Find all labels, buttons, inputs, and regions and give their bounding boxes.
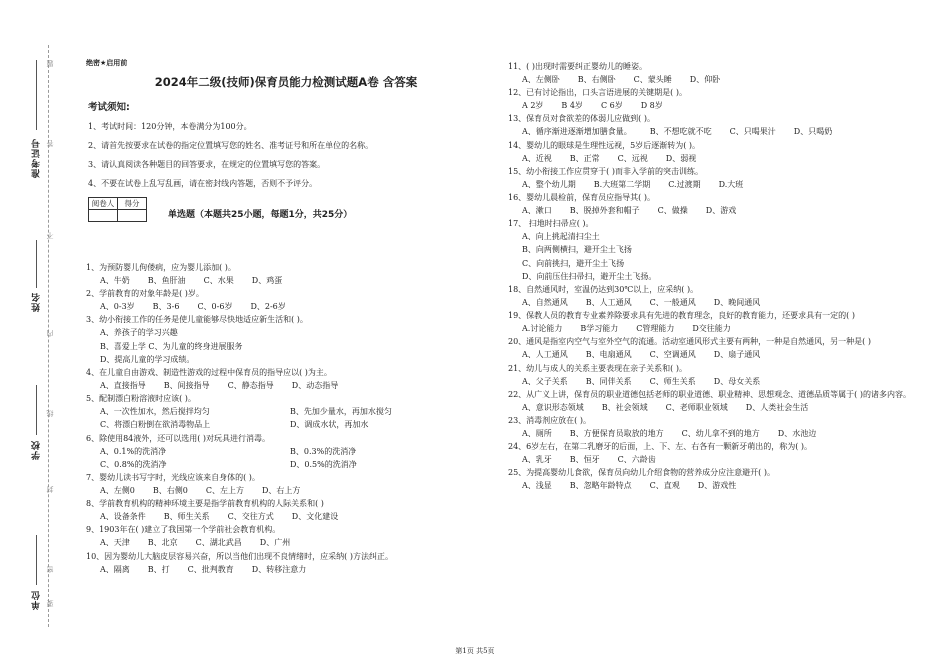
- answer-option[interactable]: C、将漂白粉倒在欲消毒物品上: [100, 420, 211, 430]
- question-text: 19、保教人员的教育专业素养除要求具有先进的教育理念，良好的教育能力，还要求具有一定的( ): [508, 311, 855, 321]
- answer-option[interactable]: C管理能力: [636, 324, 675, 334]
- score-block: [86, 197, 486, 235]
- question-text: 6、除使用84液外，还可以选用( )对玩具进行消毒。: [86, 433, 271, 443]
- question-text: 15、幼小衔接工作应贯穿于( )而非入学前的突击训练。: [508, 166, 703, 176]
- name-field[interactable]: [36, 240, 37, 288]
- answer-option[interactable]: B、社会领域: [601, 402, 648, 412]
- question-item: [508, 335, 928, 361]
- seal-mark: 答: [46, 140, 54, 147]
- answer-option[interactable]: B、同伴关系: [585, 376, 632, 386]
- question-item: [86, 523, 486, 549]
- answer-option[interactable]: D、向前压住扫帚扫，避开尘土飞扬。: [522, 271, 657, 281]
- section-heading: 单选题（本题共25小题，每题1分，共25分）: [168, 210, 353, 220]
- question-text: 11、( )出现时需要纠正婴幼儿的睡姿。: [508, 62, 647, 71]
- option-group: [508, 453, 928, 466]
- answer-option[interactable]: D、扇子通风: [713, 350, 761, 360]
- answer-option[interactable]: D、弱视: [665, 153, 697, 163]
- option-group: [86, 274, 486, 287]
- option-group: [508, 348, 928, 361]
- answer-option[interactable]: B、先加少量水，再加水搅匀: [290, 407, 392, 417]
- answer-option[interactable]: B、师生关系: [163, 512, 210, 522]
- right-column: [508, 60, 928, 493]
- option-group: [508, 230, 928, 283]
- answer-option[interactable]: D、调成水状，再加水: [290, 420, 369, 430]
- answer-option[interactable]: D、右上方: [261, 486, 301, 496]
- question-text: 17、 扫地时扫帚应( )。: [508, 219, 594, 229]
- reviewer-cell[interactable]: [89, 210, 118, 222]
- answer-option[interactable]: D交往能力: [692, 324, 731, 334]
- answer-option[interactable]: C、0-6岁: [197, 302, 233, 312]
- exam-number-label: 准考证号: [32, 138, 42, 178]
- answer-option[interactable]: D、游戏性: [697, 481, 737, 491]
- answer-option[interactable]: B、向两侧横扫，避开尘土飞扬: [522, 245, 632, 255]
- seal-mark: 线: [46, 410, 54, 417]
- answer-option[interactable]: C 6岁: [600, 101, 623, 111]
- answer-option[interactable]: A、近视: [522, 153, 552, 163]
- question-text: 14、婴幼儿的眼球是生理性远视，5岁后逐渐转为( )。: [508, 140, 701, 150]
- score-table: [88, 197, 147, 222]
- answer-option[interactable]: A、自然通风: [522, 298, 568, 308]
- answer-option[interactable]: C、老师职业领域: [665, 402, 728, 412]
- question-item: [86, 313, 486, 366]
- question-item: [508, 112, 928, 138]
- answer-option[interactable]: A、浅显: [522, 481, 552, 491]
- answer-option[interactable]: A、0-3岁: [100, 302, 135, 312]
- option-group: [508, 178, 928, 191]
- question-text: 7、婴幼儿读书写字时，光线应该来自身体的( )。: [86, 473, 260, 483]
- answer-option[interactable]: C、向前挑扫，避开尘土飞扬: [522, 258, 625, 268]
- answer-option[interactable]: B、人工通风: [585, 298, 632, 308]
- answer-option[interactable]: D.大班: [718, 179, 744, 189]
- answer-option[interactable]: C、湖北武昌: [195, 538, 242, 548]
- answer-option[interactable]: B、正常: [569, 153, 600, 163]
- option-group: [508, 375, 928, 388]
- question-item: [86, 497, 486, 523]
- option-group: [508, 322, 928, 335]
- question-item: [508, 60, 928, 86]
- question-list-left: [86, 261, 486, 576]
- answer-option[interactable]: D、2-6岁: [250, 302, 286, 312]
- question-item: [86, 261, 486, 287]
- answer-option[interactable]: D、转移注意力: [251, 564, 307, 574]
- notice-heading: 考试须知:: [88, 102, 130, 113]
- answer-option[interactable]: A、直接指导: [100, 381, 146, 391]
- answer-option[interactable]: B、0.3%的洗消净: [290, 446, 357, 456]
- answer-option[interactable]: B、恒牙: [569, 455, 600, 465]
- answer-option[interactable]: A、乳牙: [522, 455, 552, 465]
- option-group: [86, 379, 486, 392]
- option-group: [508, 401, 928, 414]
- school-label: 学校: [32, 440, 42, 460]
- answer-option[interactable]: A、父子关系: [522, 376, 568, 386]
- question-text: 23、消毒剂应放在( )。: [508, 416, 591, 426]
- question-list-right: [508, 60, 928, 493]
- answer-option[interactable]: C、交往方式: [227, 512, 274, 522]
- question-item: [86, 550, 486, 576]
- answer-option[interactable]: B、间接指导: [163, 381, 210, 391]
- option-group: [508, 204, 928, 217]
- score-cell[interactable]: [118, 210, 147, 222]
- question-text: 18、自然通风时，室温仍达到30℃以上，应采纳( )。: [508, 285, 699, 295]
- question-text: 3、幼小衔接工作的任务是使儿童能够尽快地适应新生活和( )。: [86, 315, 308, 325]
- question-item: [86, 432, 486, 471]
- question-item: [86, 366, 486, 392]
- question-text: 13、保育员对食欲差的体弱儿应做到( )。: [508, 114, 655, 124]
- answer-option[interactable]: A、意识形态领域: [522, 402, 584, 412]
- answer-option[interactable]: B、打: [147, 564, 170, 574]
- answer-option[interactable]: A、整个幼儿期: [522, 179, 576, 189]
- answer-option[interactable]: D、晚间通风: [713, 298, 761, 308]
- answer-option[interactable]: A 2岁: [522, 101, 544, 111]
- option-group: [86, 484, 486, 497]
- seal-mark: 要: [46, 600, 54, 607]
- answer-option[interactable]: D、只喝奶: [793, 127, 833, 137]
- answer-option[interactable]: D 8岁: [640, 101, 663, 111]
- answer-option[interactable]: A、左侧0: [100, 486, 135, 496]
- answer-option[interactable]: B、右侧0: [152, 486, 188, 496]
- left-column: [86, 58, 486, 576]
- answer-option[interactable]: A、人工通风: [522, 350, 568, 360]
- option-group: [86, 510, 486, 523]
- exam-number-field[interactable]: [36, 60, 37, 130]
- answer-option[interactable]: C、直观: [649, 481, 680, 491]
- question-item: [508, 466, 928, 492]
- notice-rule: 2、请首先按要求在试卷的指定位置填写您的姓名、准考证号和所在单位的名称。: [88, 141, 374, 150]
- seal-mark: 密: [46, 566, 54, 573]
- page-title: 2024年二级(技师)保育员能力检测试题A卷 含答案: [154, 75, 418, 89]
- seal-mark: 封: [46, 486, 54, 493]
- question-item: [508, 362, 928, 388]
- answer-option[interactable]: A、天津: [100, 538, 130, 548]
- answer-option[interactable]: D、0.5%的洗消净: [290, 459, 357, 469]
- option-group: [508, 427, 928, 440]
- answer-option[interactable]: A、厕所: [522, 429, 552, 439]
- answer-option[interactable]: D、动态指导: [291, 381, 339, 391]
- question-text: 4、在儿童自由游戏、制造性游戏的过程中保育员的指导应以( )为主。: [86, 368, 332, 378]
- answer-option[interactable]: D、鸡蛋: [251, 276, 283, 285]
- question-text: 9、1903年在( )建立了我国第一个学前社会教育机构。: [86, 525, 281, 535]
- answer-option[interactable]: B 4岁: [561, 101, 583, 111]
- binding-margin: [0, 0, 80, 671]
- answer-option[interactable]: A.讨论能力: [522, 324, 563, 334]
- answer-option[interactable]: B、右侧卧: [577, 75, 616, 84]
- answer-option[interactable]: D、提高儿童的学习成绩。: [100, 354, 195, 364]
- answer-option[interactable]: D、仰卧: [689, 75, 721, 84]
- answer-option[interactable]: C、左上方: [205, 486, 244, 496]
- option-group: [508, 73, 928, 86]
- option-group: [86, 536, 486, 549]
- answer-option[interactable]: C、幼儿拿不到的地方: [681, 429, 760, 439]
- answer-option[interactable]: A、养孩子的学习兴趣: [100, 328, 178, 338]
- answer-option[interactable]: B、脱掉外套和帽子: [569, 206, 640, 216]
- score-header: 得分: [118, 198, 147, 210]
- answer-option[interactable]: A、牛奶: [100, 276, 130, 285]
- answer-option[interactable]: B、电扇通风: [585, 350, 632, 360]
- option-group: [508, 125, 928, 138]
- option-group: [508, 296, 928, 309]
- question-item: [508, 414, 928, 440]
- answer-option[interactable]: B、3-6: [152, 302, 180, 312]
- page-footer: 第1页 共5页: [455, 647, 495, 655]
- option-group: [86, 445, 486, 471]
- question-item: [508, 283, 928, 309]
- notice-rule: 4、不要在试卷上乱写乱画，请在密封线内答题，否则不予评分。: [88, 179, 318, 188]
- question-item: [508, 86, 928, 112]
- answer-option[interactable]: C、蒙头睡: [633, 75, 672, 84]
- question-item: [508, 309, 928, 335]
- seal-mark: 内: [46, 330, 54, 337]
- answer-option[interactable]: A、循序渐进逐渐增加膳食量。: [522, 127, 632, 137]
- answer-option[interactable]: A、向上挑起清扫尘土: [522, 232, 600, 242]
- option-group: [508, 479, 928, 492]
- question-item: [508, 139, 928, 165]
- question-item: [508, 440, 928, 466]
- question-text: 8、学前教育机构的精神环境主要是指学前教育机构的人际关系和( ): [86, 499, 324, 509]
- option-group: [508, 99, 928, 112]
- answer-option[interactable]: C、水果: [203, 276, 234, 285]
- option-group: [508, 152, 928, 165]
- answer-option[interactable]: C、静态指导: [227, 381, 274, 391]
- question-text: 20、通风是指室内空气与室外空气的流通。活动室通风形式主要有两种，一种是自然通风，另一种是( ): [508, 337, 871, 347]
- question-item: [508, 217, 928, 283]
- question-item: [86, 287, 486, 313]
- question-text: 2、学前教育的对象年龄是( )岁。: [86, 289, 204, 299]
- answer-option[interactable]: B、不想吃就不吃: [649, 127, 712, 137]
- question-item: [86, 471, 486, 497]
- answer-option[interactable]: D、母女关系: [713, 376, 761, 386]
- question-text: 16、婴幼儿晨检前，保育员应指导其( )。: [508, 193, 655, 203]
- option-group: [86, 326, 486, 366]
- question-item: [508, 165, 928, 191]
- option-group: [86, 300, 486, 313]
- answer-option[interactable]: C、0.8%的洗消净: [100, 459, 167, 469]
- question-item: [86, 392, 486, 431]
- name-label: 姓名: [32, 292, 42, 312]
- question-item: [508, 388, 928, 414]
- question-text: 25、为提高婴幼儿食欲，保育员向幼儿介绍食物的营养成分应注意避开( )。: [508, 468, 775, 478]
- answer-option[interactable]: C、一般通风: [649, 298, 696, 308]
- question-text: 21、幼儿与成人的关系主要表现在亲子关系和( )。: [508, 363, 687, 373]
- secret-mark: 绝密★启用前: [86, 59, 128, 67]
- answer-option[interactable]: C、批判教育: [187, 564, 234, 574]
- unit-label: 单位: [32, 590, 42, 610]
- answer-option[interactable]: B、北京: [147, 538, 178, 548]
- answer-option[interactable]: A、一次性加水，然后搅拌均匀: [100, 407, 210, 417]
- reviewer-header: 阅卷人: [89, 198, 118, 210]
- answer-option[interactable]: D、人类社会生活: [745, 402, 809, 412]
- option-group: [86, 405, 486, 431]
- question-text: 5、配制漂白粉溶液时应该( )。: [86, 394, 196, 404]
- answer-option[interactable]: A、左侧卧: [522, 75, 560, 84]
- question-text: 10、因为婴幼儿大脑皮层容易兴奋，所以当他们出现不良情绪时，应采纳( )方法纠正。: [86, 551, 393, 561]
- option-group: [86, 563, 486, 576]
- answer-option[interactable]: B学习能力: [580, 324, 619, 334]
- seal-mark: 题: [46, 60, 54, 67]
- answer-option[interactable]: B.大班第二学期: [593, 179, 651, 189]
- answer-option[interactable]: B、鱼肝油: [147, 276, 186, 285]
- question-text: 1、为预防婴儿佝偻病，应为婴儿添加( )。: [86, 263, 236, 272]
- answer-option[interactable]: B、忽略年龄特点: [569, 481, 632, 491]
- answer-option[interactable]: B、方便保育员取放的地方: [569, 429, 664, 439]
- question-text: 12、已有讨论指出，口头言语进展的关键期是( )。: [508, 88, 687, 98]
- answer-option[interactable]: C、做操: [657, 206, 688, 216]
- answer-option[interactable]: B、喜爱上学 C、为儿童的终身进展服务: [100, 341, 243, 351]
- question-item: [508, 191, 928, 217]
- answer-option[interactable]: C.过渡期: [668, 179, 701, 189]
- answer-option[interactable]: C、只喝果汁: [729, 127, 776, 137]
- answer-option[interactable]: D、广州: [259, 538, 291, 548]
- answer-option[interactable]: C、远视: [617, 153, 648, 163]
- answer-option[interactable]: A、设备条件: [100, 512, 146, 522]
- answer-option[interactable]: C、空调通风: [649, 350, 696, 360]
- answer-option[interactable]: A、隔离: [100, 564, 130, 574]
- question-text: 24、6岁左右，在第二乳磨牙的后面，上、下、左、右各有一颗新牙萌出的，称为( )。: [508, 442, 813, 452]
- school-field[interactable]: [36, 385, 37, 435]
- seal-mark: 不: [46, 232, 54, 239]
- answer-option[interactable]: A、漱口: [522, 206, 552, 216]
- question-text: 22、从广义上讲，保育员的职业道德包括老师的职业道德、职业精神、思想观念、道德品质等属于( )的诸多内容。: [508, 389, 911, 399]
- answer-option[interactable]: A、0.1%的洗消净: [100, 446, 167, 456]
- unit-field[interactable]: [36, 535, 37, 585]
- answer-option[interactable]: D、游戏: [705, 206, 737, 216]
- notice-rule: 1、考试时间：120分钟，本卷满分为100分。: [88, 122, 252, 131]
- notice-rule: 3、请认真阅读各种题目的回答要求，在规定的位置填写您的答案。: [88, 160, 326, 169]
- answer-option[interactable]: D、水池边: [777, 429, 817, 439]
- answer-option[interactable]: D、文化建设: [291, 512, 339, 522]
- answer-option[interactable]: C、六龄齿: [617, 455, 656, 465]
- answer-option[interactable]: C、师生关系: [649, 376, 696, 386]
